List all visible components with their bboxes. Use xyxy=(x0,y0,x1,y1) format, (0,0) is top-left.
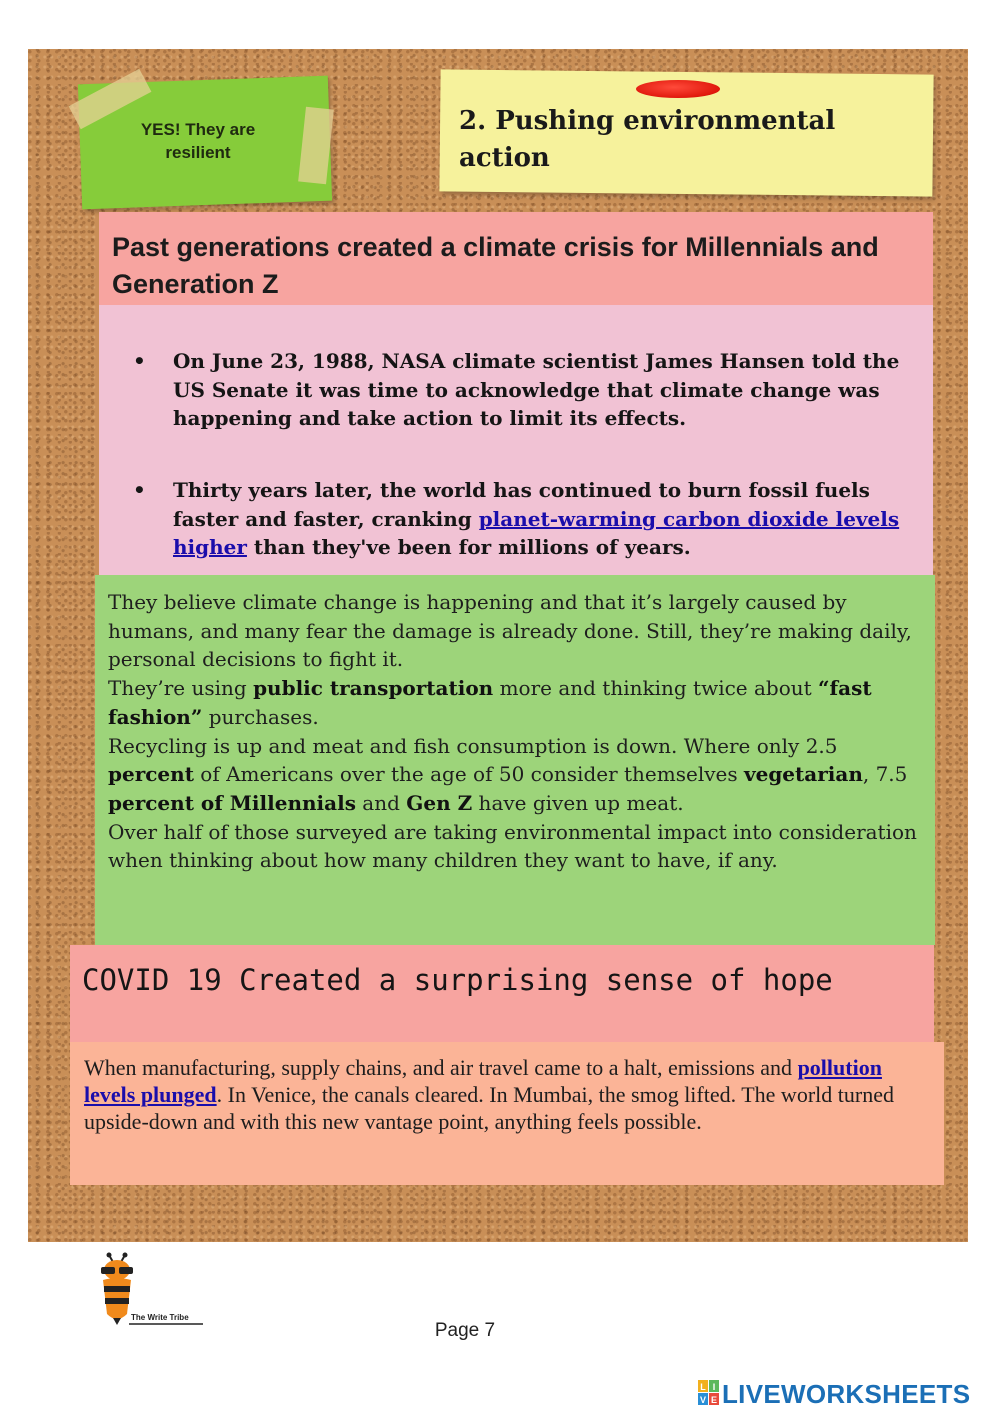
list-item-text xyxy=(173,476,913,562)
logo-text: The Write Tribe xyxy=(131,1313,189,1322)
text-span: . In Venice, the canals cleared. In Mumbai, the smog lifted. The world turned upside-down and with this new vantage point, anything feels possible. xyxy=(84,1082,894,1134)
bullet-icon: • xyxy=(133,349,146,373)
icon-letter: E xyxy=(710,1395,718,1405)
list-item-text: On June 23, 1988, NASA climate scientist James Hansen told the US Senate it was time to acknowledge that climate change was happening and take action to limit its effects. xyxy=(173,349,900,430)
heading-banner xyxy=(99,212,933,305)
pollution-levels-link[interactable]: pollution levels plunged xyxy=(84,1055,882,1107)
page-number: Page 7 xyxy=(434,1320,496,1341)
section-title: 2. Pushing environmental action xyxy=(459,106,836,173)
bold-text: vegetarian xyxy=(743,762,863,787)
text-span: of Americans over the age of 50 consider themselves xyxy=(193,762,744,787)
bold-text: public transportation xyxy=(253,676,494,701)
icon-letter: L xyxy=(700,1382,706,1392)
icon-letter: I xyxy=(712,1382,716,1392)
section-heading: Past generations created a climate crisis for Millennials and Generation Z xyxy=(112,232,879,299)
text-span: Over half of those surveyed are taking environmental impact into consideration when thinking about how many children they want to have, if any. xyxy=(108,819,917,873)
red-pin-icon xyxy=(636,80,720,98)
info-paragraph xyxy=(108,588,928,875)
bold-text: “fast fashion” xyxy=(108,676,872,729)
heading-banner xyxy=(70,945,934,1042)
text-span: than they've been for millions of years. xyxy=(246,535,691,559)
info-box xyxy=(95,575,935,945)
covid-paragraph xyxy=(84,1054,914,1135)
text-span: , 7.5 xyxy=(862,762,908,787)
bold-text: percent of Millennials xyxy=(108,790,356,815)
text-span: When manufacturing, supply chains, and air travel came to a halt, emissions and xyxy=(84,1055,798,1080)
brand-name: LIVEWORKSHEETS xyxy=(722,1379,971,1409)
bullet-icon: • xyxy=(133,478,146,502)
bullet-list-box xyxy=(99,305,933,575)
write-tribe-logo xyxy=(95,1252,205,1327)
bold-text: percent xyxy=(108,762,194,787)
text-span: have given up meat. xyxy=(472,790,684,815)
sticky-note-label: YES! They are resilient xyxy=(140,120,256,162)
liveworksheets-icon xyxy=(698,1380,720,1406)
text-span: more and thinking twice about xyxy=(493,676,819,701)
bold-text: Gen Z xyxy=(406,790,473,815)
carbon-dioxide-link[interactable]: planet-warming carbon dioxide levels higher xyxy=(173,506,900,559)
text-span: They believe climate change is happening and that it’s largely caused by humans, and many fear the damage is already done. Still, they’re making daily, personal decisions to fight it. xyxy=(108,590,912,672)
text-span: They’re using xyxy=(108,676,254,701)
covid-text-box xyxy=(70,1042,944,1185)
text-span: Thirty years later, the world has continued to burn fossil fuels faster and faster, cranking xyxy=(173,478,870,531)
text-span: and xyxy=(355,790,407,815)
text-span: purchases. xyxy=(202,704,319,729)
text-span: Recycling is up and meat and fish consumption is down. Where only 2.5 xyxy=(108,733,838,758)
icon-letter: V xyxy=(699,1395,707,1405)
section-heading: COVID 19 Created a surprising sense of hope xyxy=(82,963,833,997)
